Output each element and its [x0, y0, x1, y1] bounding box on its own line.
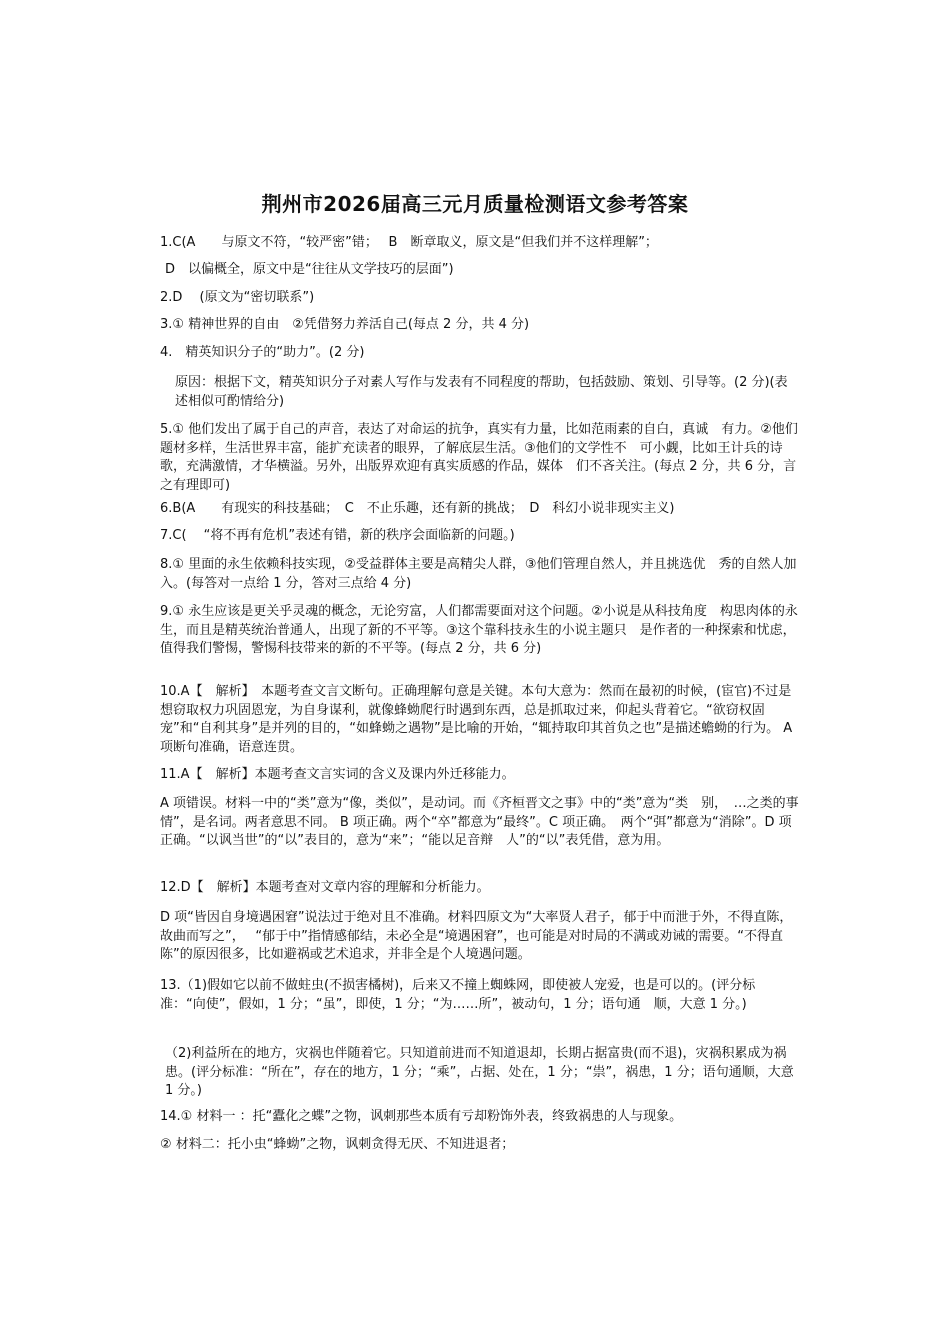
answer-14-item1: 14.① 材料一 ：托“蠹化之蝶”之物，讽刺那些本质有亏却粉饰外表，终致祸患的人与现象。: [160, 1109, 683, 1124]
answer-8: 8.① 里面的永生依赖科技实现，②受益群体主要是高精尖人群，③他们管理自然人，并且挑选优 秀的自然人加入。(每答对一点给 1 分，答对三点给 4 分): [160, 557, 797, 591]
answer-11-header: 11.A【 解析】本题考查文言实词的含义及课内外迁移能力。: [160, 767, 515, 782]
answer-2: 2.D (原文为“密切联系”): [160, 290, 315, 305]
answer-3: 3.① 精神世界的自由 ②凭借努力养活自己(每点 2 分，共 4 分): [160, 317, 530, 332]
answer-6: 6.B(A 有现实的科技基础； C 不止乐趣，还有新的挑战； D 科幻小说非现实主义): [160, 501, 675, 516]
answer-12-body: D 项“皆因自身境遇困窘”说法过于绝对且不准确。材料四原文为“大率贤人君子，郁于中而泄于外，不得直陈，故曲而写之”， “郁于中”指情感郁结，未必全是“境遇困窘”，也可能是对时局的不满或劝诫的需要。“不得直陈”的原因很多，比如避祸或艺术追求，并非全是个人境遇问题。: [160, 910, 793, 962]
answer-10: 10.A【 解析】 本题考查文言文断句。正确理解句意是关键。本句大意为：然而在最初的时候，(宦官)不过是想窃取权力巩固恩宠，为自身谋利，就像蜂蚴爬行时遇到东西，总是抓取过来，仰起头背着它。“欲窃权固宠”和“自利其身”是并列的目的，“如蜂蚴之遇物”是比喻的开始，“辄持取印其首负之也”是描述蟾蚴的行为。 A 项断句准确，语意连贯。: [160, 684, 797, 755]
answer-1-line2: D 以偏概全，原文中是“往往从文学技巧的层面”): [165, 262, 454, 277]
answer-9: 9.① 永生应该是更关乎灵魂的概念，无论穷富，人们都需要面对这个问题。②小说是从科技角度 构思肉体的永生，而且是精英统治普通人，出现了新的不平等。③这个靠科技永生的小说主题只 是作者的一种探索和忧虑，值得我们警惕，警惕科技带来的新的不平等。(每点 2 分，共 6 分): [160, 604, 798, 656]
answer-14-item2: ② 材料二：托小虫“蜂蚴”之物，讽刺贪得无厌、不知进退者；: [160, 1137, 515, 1152]
answer-13-part2: （2)利益所在的地方，灾祸也伴随着它。只知道前进而不知道退却，长期占据富贵(而不退)，灾祸积累成为祸患。(评分标准：“所在”，存在的地方，1 分；“乘”，占据、处在，1 分；“祟”，祸患，1 分；语句通顺，大意 1 分。): [165, 1046, 798, 1098]
answer-5: 5.① 他们发出了属于自己的声音，表达了对命运的抗争，真实有力量，比如范雨素的自白，真诚 有力。②他们题材多样，生活世界丰富，能扩充读者的眼界，了解底层生活。③他们的文学性不 可小觑，比如王计兵的诗歌，充满激情，才华横溢。另外，出版界欢迎有真实质感的作品，媒体 们不吝关注。(每点 2 分，共 6 分，言之有理即可): [160, 422, 798, 493]
answer-13-part1: 13.（1)假如它以前不做蛀虫(不损害橘树)，后来又不撞上蜘蛛网，即使被人宠爱，也是可以的。(评分标准：“向使”，假如，1 分；“虽”，即使，1 分；“为……所”，被动句，1 分；语句通 顺，大意 1 分。): [160, 978, 756, 1012]
answer-7: 7.C( “将不再有危机”表述有错，新的秩序会面临新的问题。): [160, 528, 515, 543]
answer-4-reason: 原因：根据下文，精英知识分子对素人写作与发表有不同程度的帮助，包括鼓励、策划、引导等。(2 分)(表述相似可酌情给分): [175, 375, 788, 409]
answer-12-header: 12.D【 解析】本题考查对文章内容的理解和分析能力。: [160, 880, 490, 895]
answer-4: 4. 精英知识分子的“助力”。(2 分): [160, 345, 365, 360]
answer-11-body: A 项错误。材料一中的“类”意为“像，类似”，是动词。而《齐桓晋文之事》中的“类”意为“类 别， …之类的事情”，是名词。两者意思不同。 B 项正确。两个“卒”都意为“最终”。C 项正确。 两个“弭”都意为“消除”。D 项正确。“以讽当世”的“以”表目的，意为“来”；“能以足音辩 人”的“以”表凭借，意为用。: [160, 796, 799, 848]
page-title: 荆州市2026届高三元月质量检测语文参考答案: [261, 192, 689, 216]
answer-1-line1: 1.C(A 与原文不符，“较严密”错； B 断章取义，原文是“但我们并不这样理解”；: [160, 235, 658, 250]
